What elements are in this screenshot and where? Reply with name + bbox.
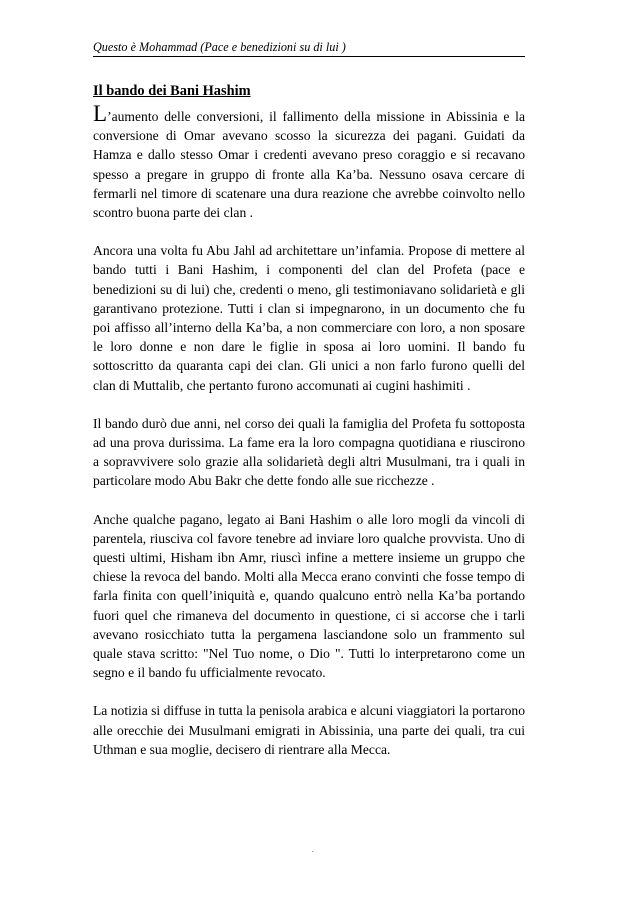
header-rule (93, 56, 525, 57)
paragraph-3: Il bando durò due anni, nel corso dei quali la famiglia del Profeta fu sottoposta ad una prova durissima. La fame era la loro compagna quotidiana e riuscirono a sopravvivere solo grazie alla solidarietà degli altri Musulmani, tra i quali in particolare modo Abu Bakr che dette fondo alle sue ricchezze . (93, 415, 525, 489)
paragraph-1-text: ’aumento delle conversioni, il fallimento della missione in Abissinia e la conversione di Omar avevano scosso la sicurezza dei pagani. Guidati da Hamza e dallo stesso Omar i credenti avevano preso coraggio e si recavano spesso a pregare in gruppo di fronte alla Ka’ba. Nessuno osava cercare di fermarli nel timore di scatenare una dura reazione che avrebbe coinvolto nello scontro buona parte dei clan . (93, 109, 525, 221)
paragraph-1 (93, 101, 525, 222)
dropcap-letter: L (93, 101, 108, 126)
paragraph-4: Anche qualche pagano, legato ai Bani Hashim o alle loro mogli da vincoli di parentela, riusciva col favore tenebre ad inviare loro qualche provvista. Uno di questi ultimi, Hisham ibn Amr, riuscì infine a mettere insieme un gruppo che chiese la revoca del bando. Molti alla Mecca erano convinti che fosse tempo di farla finita con quell’iniquità e, quando qualcuno entrò nella Ka’ba portando fuori quel che rimaneva del documento in questione, ci si accorse che i tarli avevano rosicchiato tutta la pergamena lasciandone solo un frammento sul quale stava scritto: "Nel Tuo nome, o Dio ". Tutti lo interpretarono come un segno e il bando fu ufficialmente revocato. (93, 511, 525, 681)
paragraph-5: La notizia si diffuse in tutta la penisola arabica e alcuni viaggiatori la portarono alle orecchie dei Musulmani emigrati in Abissinia, una parte dei quali, tra cui Uthman e sua moglie, decisero di rientrare alla Mecca. (93, 703, 525, 757)
section-title: Il bando dei Bani Hashim (93, 83, 251, 99)
page-number: . (312, 846, 314, 854)
running-header: Questo è Mohammad (Pace e benedizioni su di lui ) (93, 40, 346, 54)
body-text (93, 101, 525, 778)
paragraph-2: Ancora una volta fu Abu Jahl ad architettare un’infamia. Propose di mettere al bando tutti i Bani Hashim, i componenti del clan del Profeta (pace e benedizioni su di lui) che, credenti o meno, gli testimoniavano solidarietà e gli garantivano protezione. Tutti i clan si impegnarono, in un documento che fu poi affisso all’interno della Ka’ba, a non commerciare con loro, a non sposare le loro donne e non dare le figlie in sposa ai loro uomini. Il bando fu sottoscritto da quaranta capi dei clan. Gli unici a non farlo furono quelli del clan di Muttalib, che pertanto furono accomunati ai cugini hashimiti . (93, 243, 525, 393)
